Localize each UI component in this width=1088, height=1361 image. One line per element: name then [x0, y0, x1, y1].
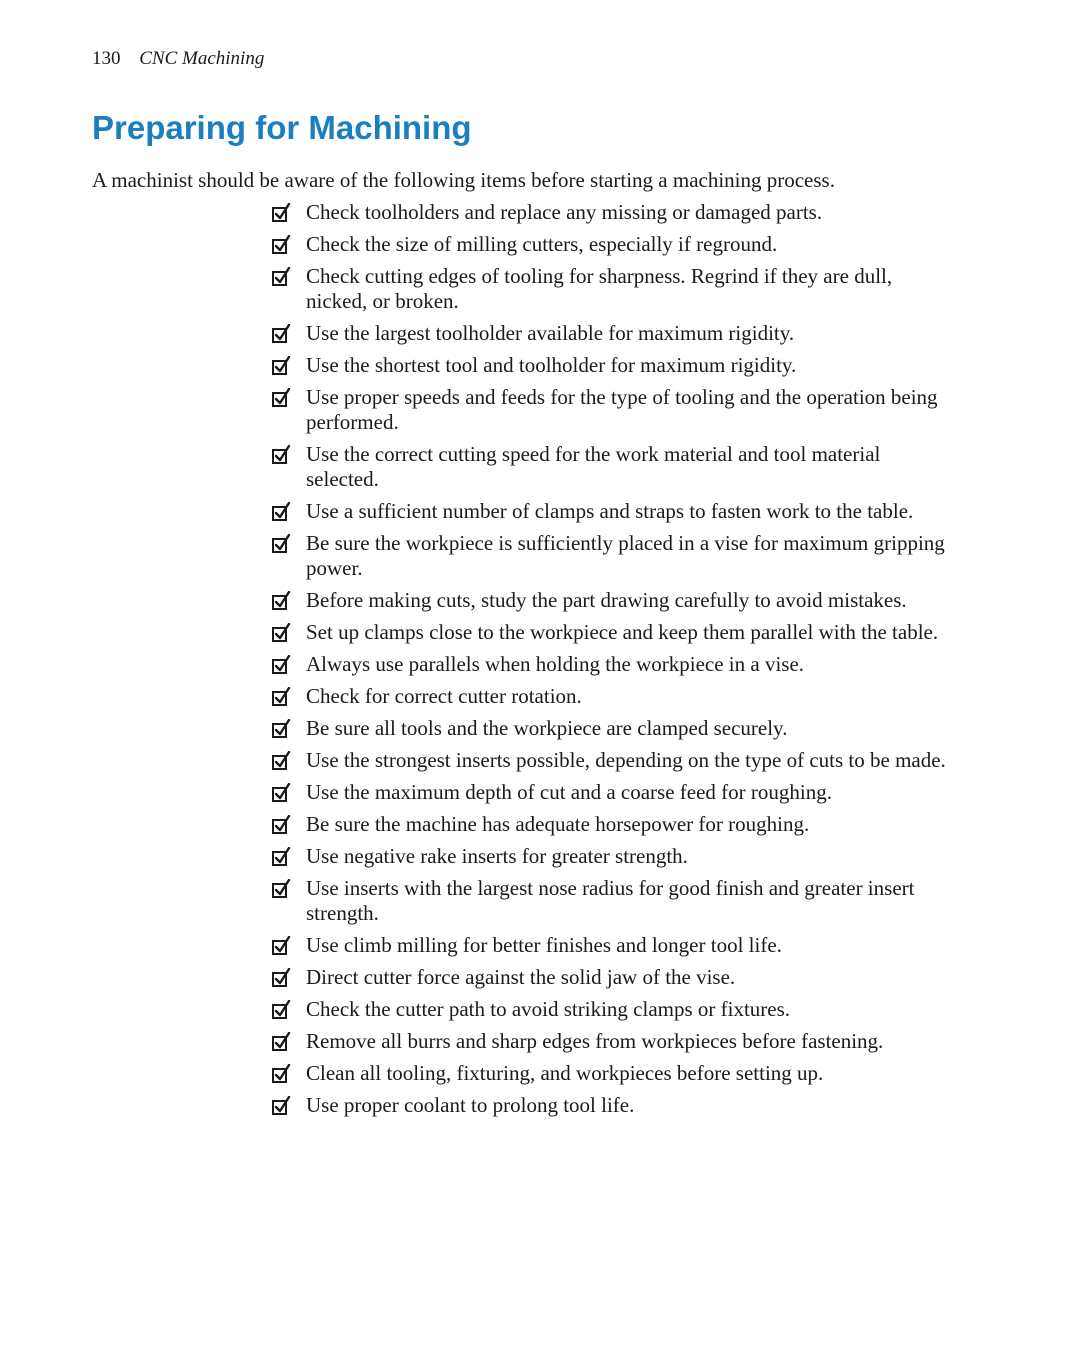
checklist-item-text: Clean all tooling, fixturing, and workpieces before setting up.	[306, 1061, 824, 1085]
checklist-item-text: Use proper speeds and feeds for the type of tooling and the operation being performed.	[306, 385, 938, 434]
checkbox-checked-icon	[272, 655, 292, 675]
checklist-item-text: Use the largest toolholder available for maximum rigidity.	[306, 321, 795, 345]
checkbox-checked-icon	[272, 235, 292, 255]
checkbox-checked-icon	[272, 267, 292, 287]
checklist-item	[272, 716, 952, 741]
checklist-item-text: Use the correct cutting speed for the work material and tool material selected.	[306, 442, 881, 491]
book-title: CNC Machining	[139, 48, 265, 69]
checkbox-checked-icon	[272, 1064, 292, 1084]
checkbox-checked-icon	[272, 623, 292, 643]
checklist-item-text: Check toolholders and replace any missing or damaged parts.	[306, 200, 823, 224]
checklist-item	[272, 321, 952, 346]
checklist-item	[272, 499, 952, 524]
checkbox-checked-icon	[272, 968, 292, 988]
checkbox-checked-icon	[272, 687, 292, 707]
checklist-item	[272, 684, 952, 709]
checklist-item-text: Use negative rake inserts for greater strength.	[306, 844, 688, 868]
checklist-item	[272, 588, 952, 613]
checklist-item	[272, 876, 952, 926]
checklist-item	[272, 780, 952, 805]
running-head	[92, 47, 264, 71]
checklist-item-text: Before making cuts, study the part drawing carefully to avoid mistakes.	[306, 588, 907, 612]
checklist-item	[272, 620, 952, 645]
checklist-item	[272, 965, 952, 990]
checkbox-checked-icon	[272, 203, 292, 223]
checklist-item-text: Be sure the workpiece is sufficiently placed in a vise for maximum gripping power.	[306, 531, 945, 580]
checkbox-checked-icon	[272, 719, 292, 739]
checklist-item-text: Direct cutter force against the solid jaw of the vise.	[306, 965, 736, 989]
page-number: 130	[92, 48, 121, 69]
checkbox-checked-icon	[272, 388, 292, 408]
checkbox-checked-icon	[272, 1032, 292, 1052]
checkbox-checked-icon	[272, 445, 292, 465]
checklist-item-text: Check the cutter path to avoid striking clamps or fixtures.	[306, 997, 791, 1021]
checkbox-checked-icon	[272, 534, 292, 554]
checklist-item-text: Check the size of milling cutters, especially if reground.	[306, 232, 778, 256]
section-title: Preparing for Machining	[92, 109, 472, 146]
checkbox-checked-icon	[272, 502, 292, 522]
checkbox-checked-icon	[272, 815, 292, 835]
checklist-item	[272, 531, 952, 581]
checklist-item	[272, 442, 952, 492]
checklist-item	[272, 232, 952, 257]
checklist-item-text: Use the maximum depth of cut and a coarse feed for roughing.	[306, 780, 832, 804]
checkbox-checked-icon	[272, 936, 292, 956]
checklist-item	[272, 1061, 952, 1086]
checklist-item-text: Always use parallels when holding the workpiece in a vise.	[306, 652, 805, 676]
checklist-item	[272, 353, 952, 378]
checklist-item-text: Use climb milling for better finishes and longer tool life.	[306, 933, 782, 957]
checklist	[272, 200, 952, 1125]
checklist-item-text: Check cutting edges of tooling for sharpness. Regrind if they are dull, nicked, or broken.	[306, 264, 893, 313]
checkbox-checked-icon	[272, 783, 292, 803]
checklist-item	[272, 264, 952, 314]
checklist-item-text: Use the strongest inserts possible, depending on the type of cuts to be made.	[306, 748, 946, 772]
checkbox-checked-icon	[272, 879, 292, 899]
checklist-item-text: Be sure the machine has adequate horsepower for roughing.	[306, 812, 810, 836]
checklist-item-text: Use proper coolant to prolong tool life.	[306, 1093, 635, 1117]
checklist-item-text: Remove all burrs and sharp edges from workpieces before fastening.	[306, 1029, 884, 1053]
checkbox-checked-icon	[272, 356, 292, 376]
checklist-item	[272, 748, 952, 773]
checklist-item-text: Use a sufficient number of clamps and straps to fasten work to the table.	[306, 499, 914, 523]
checkbox-checked-icon	[272, 847, 292, 867]
checklist-item	[272, 812, 952, 837]
checklist-item-text: Use inserts with the largest nose radius for good finish and greater insert strength.	[306, 876, 915, 925]
checklist-item-text: Check for correct cutter rotation.	[306, 684, 582, 708]
checklist-item	[272, 385, 952, 435]
intro-paragraph: A machinist should be aware of the following items before starting a machining process.	[92, 168, 835, 192]
checklist-item-text: Set up clamps close to the workpiece and keep them parallel with the table.	[306, 620, 939, 644]
checkbox-checked-icon	[272, 751, 292, 771]
checklist-item-text: Use the shortest tool and toolholder for maximum rigidity.	[306, 353, 797, 377]
checkbox-checked-icon	[272, 591, 292, 611]
checkbox-checked-icon	[272, 324, 292, 344]
checklist-item	[272, 997, 952, 1022]
checkbox-checked-icon	[272, 1096, 292, 1116]
checklist-item	[272, 200, 952, 225]
checklist-item	[272, 1093, 952, 1118]
checkbox-checked-icon	[272, 1000, 292, 1020]
checklist-item	[272, 844, 952, 869]
checklist-item-text: Be sure all tools and the workpiece are clamped securely.	[306, 716, 788, 740]
checklist-item	[272, 652, 952, 677]
checklist-item	[272, 933, 952, 958]
checklist-item	[272, 1029, 952, 1054]
